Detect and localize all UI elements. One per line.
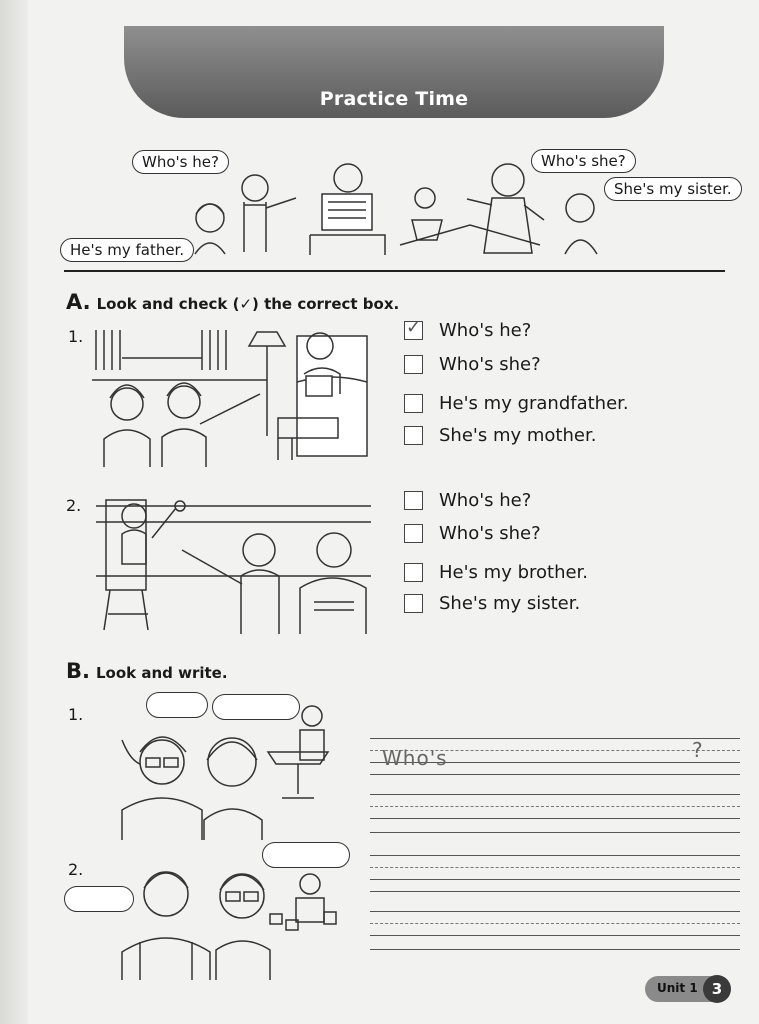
option-label: She's my sister.	[439, 593, 581, 614]
intro-bubble-hes-my-father: He's my father.	[60, 238, 194, 262]
section-a-item-1-illustration	[92, 322, 377, 470]
section-a-item-1-option-4[interactable]	[404, 425, 596, 446]
option-label: He's my grandfather.	[439, 393, 629, 414]
section-a-item-2-option-3[interactable]	[404, 562, 588, 583]
section-divider	[64, 270, 725, 272]
check-mark-icon: ✓	[406, 317, 422, 338]
section-a-item-2-option-2[interactable]	[404, 523, 541, 544]
section-a-instruction: Look and check (✓) the correct box.	[96, 295, 400, 313]
option-label: Who's she?	[439, 523, 541, 544]
checkbox[interactable]	[404, 394, 423, 413]
section-b-item-2-illustration	[110, 862, 350, 980]
handwritten-question-mark: ?	[692, 738, 704, 762]
page-number: 3	[703, 975, 731, 1003]
section-a-title: A. Look and check (✓) the correct box.	[66, 290, 400, 314]
intro-bubble-shes-my-sister: She's my sister.	[604, 177, 742, 201]
section-b-instruction: Look and write.	[95, 664, 228, 682]
checkbox[interactable]	[404, 317, 423, 340]
checkbox[interactable]	[404, 355, 423, 374]
section-b-item-1-illustration	[112, 700, 342, 840]
checkbox[interactable]	[404, 524, 423, 543]
section-a-item-1-number: 1.	[68, 327, 84, 346]
header-banner	[124, 26, 664, 118]
section-b-item-1-number: 1.	[68, 705, 84, 724]
footer-unit-label: Unit 1	[657, 981, 698, 995]
intro-bubble-whos-she: Who's she?	[531, 149, 636, 173]
section-b-title: B. Look and write.	[66, 659, 228, 683]
option-label: Who's she?	[439, 354, 541, 375]
intro-bubble-whos-he: Who's he?	[132, 150, 229, 174]
section-a-item-1-option-1[interactable]	[404, 317, 532, 341]
section-a-item-2-option-4[interactable]	[404, 593, 580, 614]
section-a-item-2-number: 2.	[66, 496, 82, 515]
option-label: She's my mother.	[439, 425, 597, 446]
section-a-item-1-option-3[interactable]	[404, 393, 629, 414]
checkbox[interactable]	[404, 426, 423, 445]
option-label: Who's he?	[439, 320, 532, 341]
section-b-item-2-number: 2.	[68, 860, 84, 879]
checkbox[interactable]	[404, 594, 423, 613]
section-a-item-2-illustration	[96, 494, 371, 634]
option-label: Who's he?	[439, 490, 532, 511]
page-binding-edge	[0, 0, 28, 1024]
checkbox[interactable]	[404, 491, 423, 510]
handwritten-whos: Who's	[382, 746, 448, 770]
checkbox[interactable]	[404, 563, 423, 582]
section-a-item-2-option-1[interactable]	[404, 490, 531, 511]
section-a-item-1-option-2[interactable]	[404, 354, 541, 375]
option-label: He's my brother.	[439, 562, 589, 583]
page-title: Practice Time	[319, 88, 469, 110]
